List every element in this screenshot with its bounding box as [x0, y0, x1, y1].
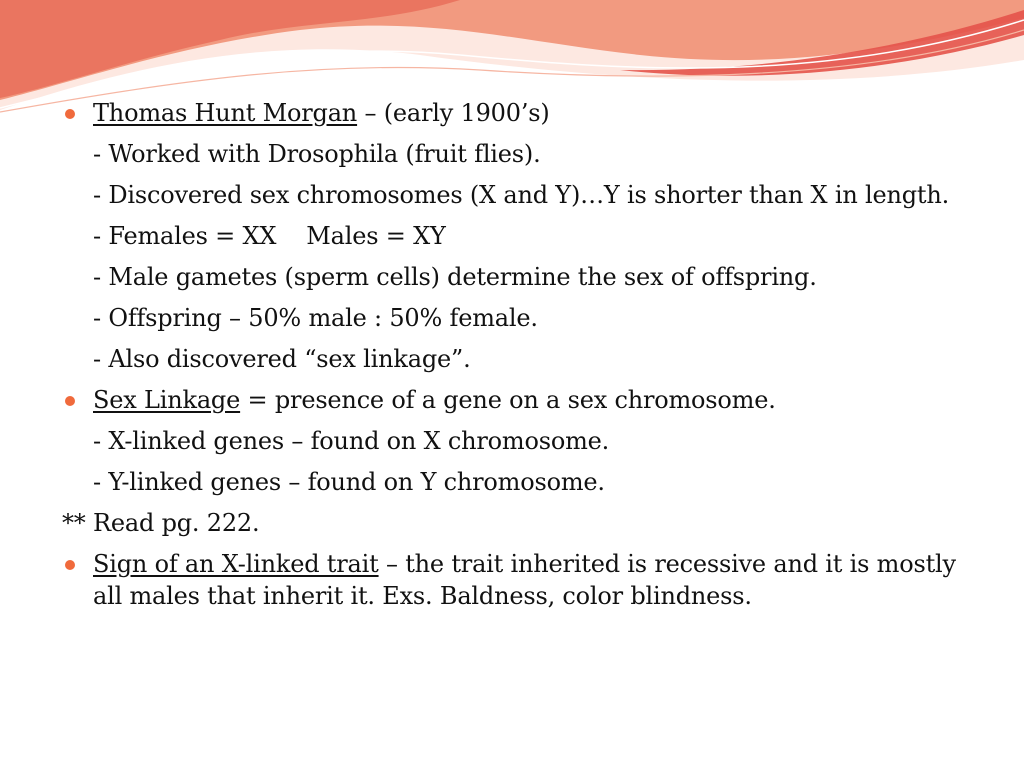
bullet-dot-icon: [65, 109, 75, 119]
line-text: - Also discovered “sex linkage”.: [93, 345, 471, 373]
line-text: ** Read pg. 222.: [62, 509, 260, 537]
sub-item: [62, 466, 962, 498]
line-text: - Y-linked genes – found on Y chromosome.: [93, 468, 605, 496]
line-text: - X-linked genes – found on X chromosome.: [93, 427, 610, 455]
sub-item: [62, 343, 962, 375]
underlined-term: Sign of an X-linked trait: [93, 550, 379, 578]
plain-text-line: [62, 507, 962, 539]
line-text-secondary: Males = XY: [306, 222, 446, 250]
bullet-text: – the trait inherited is recessive and it is mostly all males that inherit it. Exs. Baldness, color blindness.: [93, 550, 956, 610]
sub-item: [62, 179, 962, 211]
sub-item: [62, 220, 962, 252]
sub-item: [62, 302, 962, 334]
line-text: - Worked with Drosophila (fruit flies).: [93, 140, 541, 168]
line-text: - Females = XX: [93, 222, 277, 250]
sub-item: [62, 425, 962, 457]
underlined-term: Thomas Hunt Morgan: [93, 99, 358, 127]
bullet-item: [62, 548, 962, 612]
bullet-text: – (early 1900’s): [357, 99, 550, 127]
bullet-dot-icon: [65, 396, 75, 406]
bullet-item: [62, 384, 962, 416]
slide-body: [62, 97, 962, 621]
bullet-dot-icon: [65, 560, 75, 570]
line-text: - Male gametes (sperm cells) determine the sex of offspring.: [93, 263, 817, 291]
sub-item: [62, 138, 962, 170]
line-text: - Discovered sex chromosomes (X and Y)…Y is shorter than X in length.: [93, 181, 950, 209]
bullet-item: [62, 97, 962, 129]
line-text: - Offspring – 50% male : 50% female.: [93, 304, 538, 332]
underlined-term: Sex Linkage: [93, 386, 241, 414]
bullet-text: = presence of a gene on a sex chromosome.: [240, 386, 776, 414]
sub-item: [62, 261, 962, 293]
